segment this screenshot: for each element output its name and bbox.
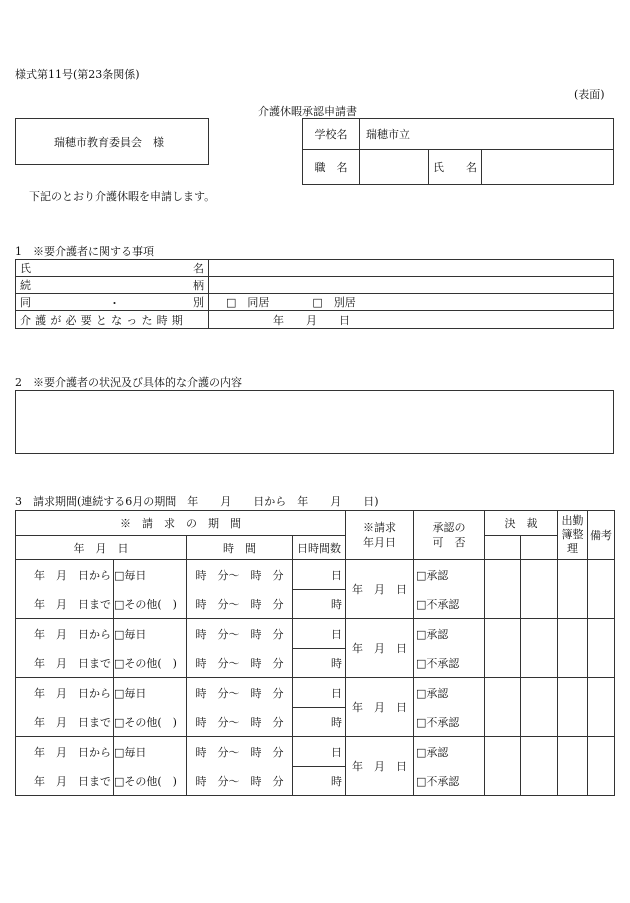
date-from[interactable]: 年 月 日から — [16, 678, 114, 708]
approval-header-1: 承認の — [432, 521, 466, 534]
label-b: 柄 — [193, 279, 204, 292]
disapprove-checkbox[interactable]: □不承認 — [414, 767, 485, 796]
attendance-header — [558, 511, 588, 560]
label-a: 同 — [20, 296, 31, 309]
name-label: 氏 名 — [429, 150, 482, 185]
decision-b[interactable] — [521, 560, 558, 619]
name-row-label — [16, 260, 209, 277]
remarks-cell[interactable] — [588, 678, 615, 737]
separate-checkbox[interactable]: □ 別居 — [312, 296, 356, 309]
request-date[interactable]: 年 月 日 — [346, 619, 414, 678]
day-count[interactable]: 日 — [293, 619, 346, 649]
time-range-from[interactable]: 時 分〜 時 分 — [187, 737, 293, 767]
addressee: 瑞穂市教育委員会 様 — [54, 136, 164, 149]
attendance-header-2: 簿整 — [561, 528, 584, 541]
day-count[interactable]: 日 — [293, 737, 346, 767]
request-date-header-1: ※請求 — [363, 521, 396, 534]
decision-cell-a — [485, 536, 521, 560]
page-title: 介護休暇承認申請書 — [258, 105, 357, 118]
attendance-cell[interactable] — [558, 619, 588, 678]
daily-checkbox[interactable]: □毎日 — [114, 619, 187, 649]
hour-count[interactable]: 時 — [293, 590, 346, 619]
day-count[interactable]: 日 — [293, 560, 346, 590]
approve-checkbox[interactable]: □承認 — [414, 560, 485, 590]
remarks-cell[interactable] — [588, 560, 615, 619]
time-range-to[interactable]: 時 分〜 時 分 — [187, 767, 293, 796]
disapprove-checkbox[interactable]: □不承認 — [414, 590, 485, 619]
label-a: 氏 — [20, 262, 31, 275]
label-a: 続 — [20, 279, 31, 292]
time-range-to[interactable]: 時 分〜 時 分 — [187, 649, 293, 678]
time-header: 時 間 — [187, 536, 293, 560]
attendance-cell[interactable] — [558, 678, 588, 737]
request-period-header: ※ 請 求 の 期 間 — [16, 511, 346, 536]
applicant-table — [302, 118, 614, 185]
day-hours-header: 日時間数 — [293, 536, 346, 560]
position-value[interactable] — [360, 150, 429, 185]
date-to[interactable]: 年 月 日まで — [16, 649, 114, 678]
remarks-header: 備考 — [588, 511, 615, 560]
date-to[interactable]: 年 月 日まで — [16, 767, 114, 796]
section1-heading: 1 ※要介護者に関する事項 — [15, 245, 154, 258]
request-date[interactable]: 年 月 日 — [346, 737, 414, 796]
care-recipient-name[interactable] — [209, 260, 614, 277]
section2-heading: 2 ※要介護者の状況及び具体的な介護の内容 — [15, 376, 242, 389]
request-date[interactable]: 年 月 日 — [346, 678, 414, 737]
request-date-header — [346, 511, 414, 560]
decision-a[interactable] — [485, 678, 521, 737]
school-label: 学校名 — [303, 119, 360, 150]
decision-a[interactable] — [485, 737, 521, 796]
disapprove-checkbox[interactable]: □不承認 — [414, 708, 485, 737]
cohabit-options — [209, 294, 614, 311]
time-range-to[interactable]: 時 分〜 時 分 — [187, 708, 293, 737]
section3-heading: 3 請求期間(連続する6月の期間 年 月 日から 年 月 日) — [15, 495, 379, 508]
attendance-cell[interactable] — [558, 560, 588, 619]
label-b: 名 — [193, 262, 204, 275]
hour-count[interactable]: 時 — [293, 649, 346, 678]
position-label: 職 名 — [303, 150, 360, 185]
form-number: 様式第11号(第23条関係) — [15, 68, 140, 81]
ymd-header: 年 月 日 — [16, 536, 187, 560]
decision-b[interactable] — [521, 619, 558, 678]
date-from[interactable]: 年 月 日から — [16, 619, 114, 649]
time-range-from[interactable]: 時 分〜 時 分 — [187, 619, 293, 649]
label-mid: ・ — [109, 297, 120, 310]
care-period-value[interactable]: 年 月 日 — [209, 311, 614, 329]
time-range-to[interactable]: 時 分〜 時 分 — [187, 590, 293, 619]
time-range-from[interactable]: 時 分〜 時 分 — [187, 560, 293, 590]
cohabit-row-label — [16, 294, 209, 311]
date-from[interactable]: 年 月 日から — [16, 560, 114, 590]
period-table — [15, 510, 615, 796]
attendance-header-1: 出勤 — [561, 514, 584, 527]
decision-header: 決 裁 — [485, 511, 558, 536]
daily-checkbox[interactable]: □毎日 — [114, 737, 187, 767]
cohabit-checkbox[interactable]: □ 同居 — [226, 296, 270, 309]
hour-count[interactable]: 時 — [293, 767, 346, 796]
decision-a[interactable] — [485, 560, 521, 619]
day-count[interactable]: 日 — [293, 678, 346, 708]
relation-row-label — [16, 277, 209, 294]
approve-checkbox[interactable]: □承認 — [414, 737, 485, 767]
care-period-label: 介護が必要となった時期 — [16, 311, 209, 329]
remarks-cell[interactable] — [588, 619, 615, 678]
section1-table — [15, 259, 614, 329]
request-date-header-2: 年月日 — [363, 536, 396, 549]
approval-header — [414, 511, 485, 560]
page-side: (表面) — [574, 88, 605, 101]
care-details-box[interactable] — [15, 390, 614, 454]
remarks-cell[interactable] — [588, 737, 615, 796]
approval-header-2: 可 否 — [432, 536, 466, 549]
name-value[interactable] — [482, 150, 614, 185]
attendance-header-3: 理 — [567, 542, 578, 555]
other-checkbox[interactable]: □その他( ) — [114, 649, 187, 678]
request-date[interactable]: 年 月 日 — [346, 560, 414, 619]
approve-checkbox[interactable]: □承認 — [414, 619, 485, 649]
other-checkbox[interactable]: □その他( ) — [114, 590, 187, 619]
care-recipient-relation[interactable] — [209, 277, 614, 294]
decision-a[interactable] — [485, 619, 521, 678]
attendance-cell[interactable] — [558, 737, 588, 796]
school-value[interactable]: 瑞穂市立 — [360, 119, 614, 150]
other-checkbox[interactable]: □その他( ) — [114, 708, 187, 737]
date-from[interactable]: 年 月 日から — [16, 737, 114, 767]
date-to[interactable]: 年 月 日まで — [16, 708, 114, 737]
other-checkbox[interactable]: □その他( ) — [114, 767, 187, 796]
addressee-box — [15, 118, 209, 165]
decision-b[interactable] — [521, 737, 558, 796]
intro-text: 下記のとおり介護休暇を申請します。 — [29, 190, 216, 203]
decision-b[interactable] — [521, 678, 558, 737]
approve-checkbox[interactable]: □承認 — [414, 678, 485, 708]
daily-checkbox[interactable]: □毎日 — [114, 560, 187, 590]
decision-cell-b — [521, 536, 558, 560]
label-b: 別 — [193, 296, 204, 309]
date-to[interactable]: 年 月 日まで — [16, 590, 114, 619]
disapprove-checkbox[interactable]: □不承認 — [414, 649, 485, 678]
daily-checkbox[interactable]: □毎日 — [114, 678, 187, 708]
hour-count[interactable]: 時 — [293, 708, 346, 737]
time-range-from[interactable]: 時 分〜 時 分 — [187, 678, 293, 708]
